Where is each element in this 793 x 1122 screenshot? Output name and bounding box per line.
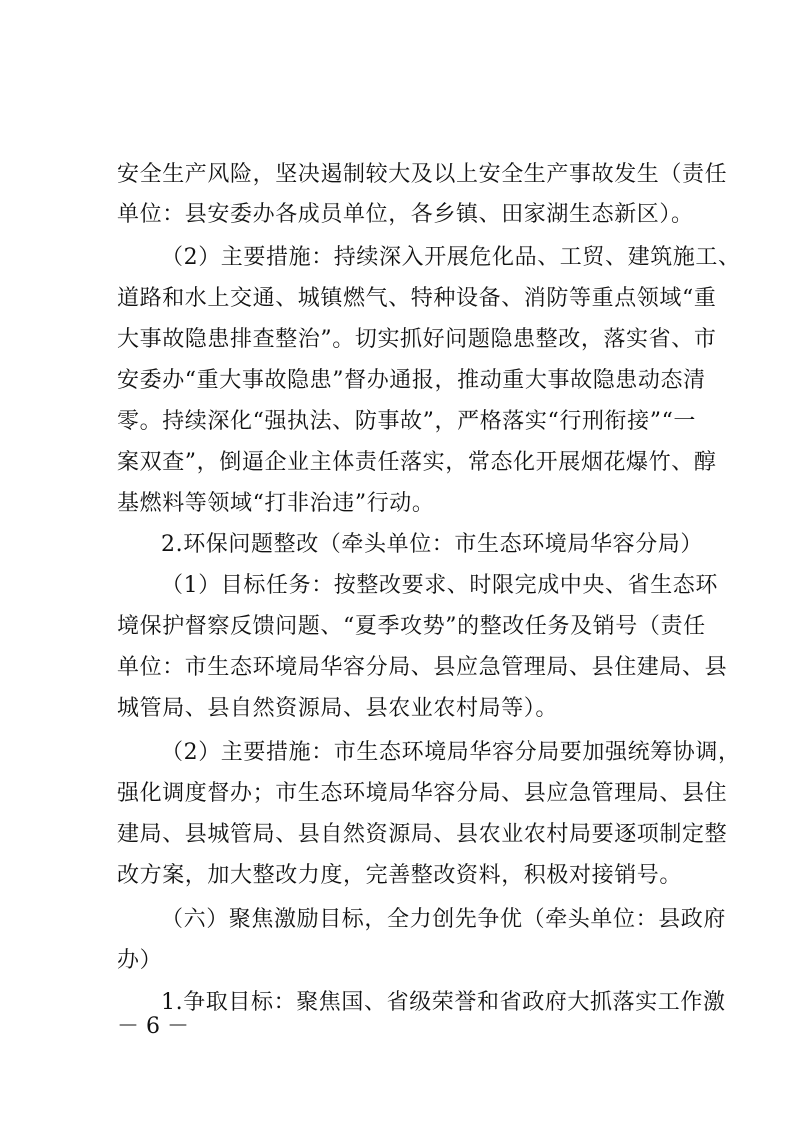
page-number: － 6 － bbox=[117, 1014, 189, 1039]
section-heading: 2.环保问题整改（牵头单位：市生态环境局华容分局） bbox=[161, 532, 703, 557]
paragraph-line: 案双查”，倒逼企业主体责任落实，常态化开展烟花爆竹、醇 bbox=[117, 450, 717, 475]
paragraph-line: （2）主要措施：持续深入开展危化品、工贸、建筑施工、 bbox=[161, 245, 741, 270]
paragraph-line: 建局、县城管局、县自然资源局、县农业农村局要逐项制定整 bbox=[117, 822, 728, 847]
section-heading: （六）聚焦激励目标，全力创先争优（牵头单位：县政府 bbox=[161, 907, 727, 932]
paragraph-line: 基燃料等领域“打非治违”行动。 bbox=[117, 491, 435, 516]
paragraph-line: 城管局、县自然资源局、县农业农村局等）。 bbox=[117, 696, 559, 721]
paragraph-line: 零。持续深化“强执法、防事故”，严格落实“行刑衔接”“一 bbox=[117, 409, 697, 434]
paragraph-line: 大事故隐患排查整治”。切实抓好问题隐患整改，落实省、市 bbox=[117, 327, 717, 352]
paragraph-line: 安全生产风险，坚决遏制较大及以上安全生产事故发生（责任 bbox=[117, 162, 728, 187]
paragraph-line: 单位：市生态环境局华容分局、县应急管理局、县住建局、县 bbox=[117, 655, 728, 680]
paragraph-line: （1）目标任务：按整改要求、时限完成中央、省生态环 bbox=[161, 573, 718, 598]
paragraph-line: 单位：县安委办各成员单位，各乡镇、田家湖生态新区）。 bbox=[117, 202, 694, 227]
paragraph-line: （2）主要措施：市生态环境局华容分局要加强统筹协调， bbox=[161, 740, 741, 765]
paragraph-line: 强化调度督办；市生态环境局华容分局、县应急管理局、县住 bbox=[117, 781, 728, 806]
paragraph-line: 办） bbox=[117, 948, 163, 973]
paragraph-line: 道路和水上交通、城镇燃气、特种设备、消防等重点领域“重 bbox=[117, 286, 717, 311]
paragraph-line: 改方案，加大整改力度，完善整改资料，积极对接销号。 bbox=[117, 863, 683, 888]
paragraph-line: 境保护督察反馈问题、“夏季攻势”的整改任务及销号（责任 bbox=[117, 614, 706, 639]
paragraph-line: 1.争取目标：聚焦国、省级荣誉和省政府大抓落实工作激 bbox=[161, 990, 726, 1015]
paragraph-line: 安委办“重大事故隐患”督办通报，推动重大事故隐患动态清 bbox=[117, 368, 706, 393]
